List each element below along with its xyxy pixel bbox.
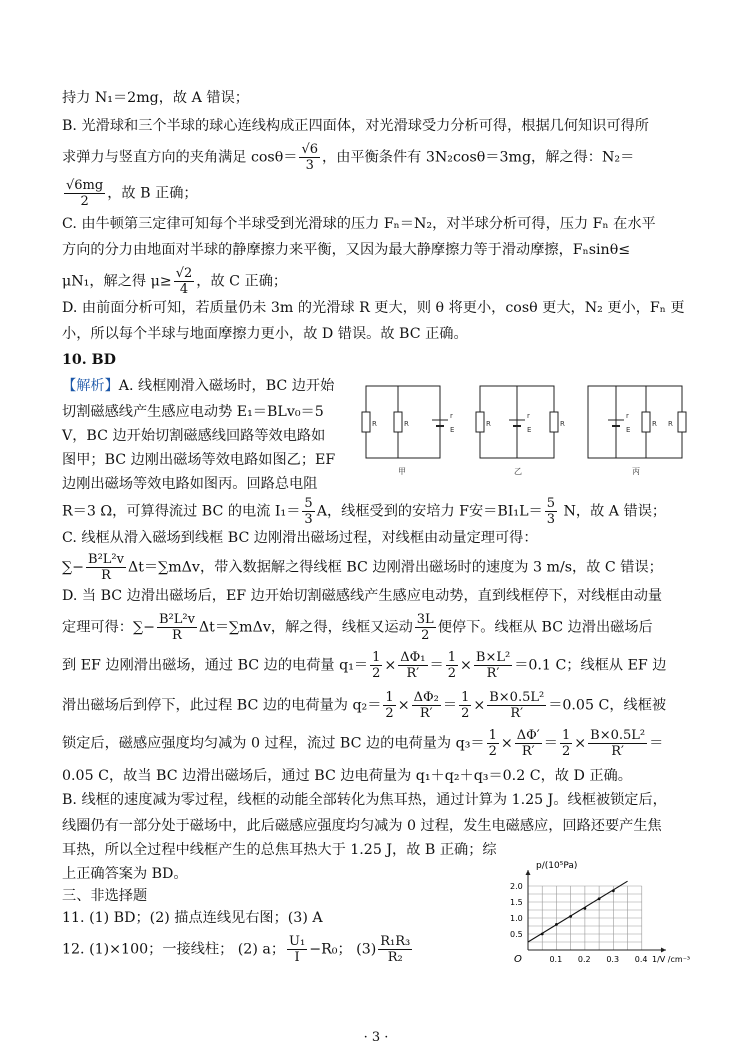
text-span: 锁定后，磁感应强度均匀减为 0 过程，流过 BC 边的电荷量为 q₃＝	[62, 735, 485, 752]
circuit-caption: 乙	[514, 467, 522, 476]
fraction: $\frac{\text{U₁}}{I}$	[289, 934, 306, 965]
section-heading: 三、非选择题	[62, 888, 148, 904]
text-line	[62, 376, 334, 396]
text-span: ∑−	[62, 559, 85, 576]
fraction: $\frac{\text{B×0.5L²}}{R'}$	[590, 728, 646, 759]
data-point	[541, 933, 544, 936]
fraction: $\frac{1}{2}$	[447, 650, 456, 681]
circuit-labels	[372, 412, 673, 476]
fraction: $\frac{√6mg}{2}$	[66, 178, 104, 209]
fraction: $\frac{√6}{3}$	[301, 142, 319, 173]
text-span: 求弹力与竖直方向的夹角满足 cosθ＝	[62, 149, 298, 166]
text-span: −R₀； (3)	[309, 941, 377, 958]
text-span: 定理可得：∑−	[62, 619, 155, 636]
fraction: $\frac{\text{R₁R₃}}{\text{R₂}}$	[380, 934, 411, 965]
text-line: B. 光滑球和三个半球的球心连线构成正四面体，对光滑球受力分析可得，根据几何知识可得所	[62, 118, 649, 134]
text-span: 滑出磁场后到停下，此过程 BC 边的电荷量为 q₂＝	[62, 697, 382, 714]
fraction: $\frac{5}{3}$	[304, 496, 313, 527]
text-line: 小，所以每个半球与地面摩擦力更小，故 D 错误。故 BC 正确。	[62, 326, 468, 342]
y-tick-label: 1.5	[510, 898, 523, 907]
text-span: 到 EF 边刚滑出磁场，通过 BC 边的电荷量 q₁＝	[62, 657, 369, 674]
text-line: 锁定后，磁感应强度均匀减为 0 过程，流过 BC 边的电荷量为 q₃＝ $\frac{1}{2}$ × $\frac{\Delta\Phi'}{R'}$ ＝ $\frac{1}{2}$ × $\frac{\text{B×0.5L²}}{R'}$ ＝	[62, 728, 664, 759]
text-line: 边刚出磁场等效电路如图丙。回路总电阻	[62, 476, 318, 492]
fraction: $\frac{\text{B²L²v}}{R}$	[88, 552, 124, 583]
emf-label: E	[450, 426, 455, 434]
emf-label: E	[626, 426, 631, 434]
x-tick-label: 0.3	[606, 955, 620, 964]
text-span: ，故 B 正确；	[107, 185, 198, 202]
resistor-label: R	[372, 420, 377, 428]
fraction: $\frac{\text{B²L²v}}{R}$	[158, 612, 195, 643]
text-line: 上正确答案为 BD。	[62, 866, 188, 882]
y-tick-label: 2.0	[510, 882, 523, 891]
chart-axes	[526, 870, 667, 953]
text-line: B. 线框的速度减为零过程，线框的动能全部转化为焦耳热，通过计算为 1.25 J。线框被锁定后，	[62, 792, 667, 808]
text-span: 12. (1)×100；一接线柱； (2) a；	[62, 941, 286, 958]
fraction: $\frac{1}{2}$	[385, 690, 394, 721]
fraction: $\frac{1}{2}$	[461, 690, 470, 721]
resistor-label: R	[404, 420, 409, 428]
circuit-caption: 甲	[398, 467, 406, 476]
text-line	[62, 612, 653, 643]
text-span: N，故 A 错误；	[558, 503, 667, 520]
text-line: D. 当 BC 边滑出磁场后，EF 边开始切割磁感线产生感应电动势，直到线框停下，对线框由动量	[62, 588, 663, 604]
text-line: 线圈仍有一部分处于磁场中，此后磁感应强度均匀减为 0 过程，发生电磁感应，回路还要产生焦	[62, 818, 662, 834]
text-line	[62, 552, 663, 583]
fraction: $\frac{\text{ΔΦ₂}}{R'}$	[413, 690, 439, 721]
origin-label: O	[514, 954, 522, 965]
text-line: 耳热，所以全过程中线框产生的总焦耳热大于 1.25 J，故 B 正确；综	[62, 842, 497, 858]
text-span: A，线框受到的安培力 F安＝BI₁L＝	[316, 503, 543, 520]
fraction: $\frac{\Delta\Phi'}{R'}$	[516, 728, 540, 759]
internal-resistance-label: r	[626, 412, 629, 420]
x-tick-label: 0.1	[549, 955, 563, 964]
resistor-label: R	[652, 420, 657, 428]
text-line: 滑出磁场后到停下，此过程 BC 边的电荷量为 q₂＝ $\frac{1}{2}$ × $\frac{\text{ΔΦ₂}}{R'}$ ＝ $\frac{1}{2}$ × $\frac{\text{B×0.5L²}}{R'}$ ＝0.05 C，线框被	[62, 690, 667, 721]
circuit-caption: 丙	[632, 467, 640, 476]
text-span: ，由平衡条件有 3N₂cosθ＝3mg，解之得：N₂＝	[322, 149, 635, 166]
y-axis-arrow	[526, 870, 531, 875]
y-axis-label: p/(10⁵Pa)	[536, 861, 578, 871]
fraction: $\frac{√2}{4}$	[175, 266, 193, 297]
fraction: $\frac{\text{ΔΦ₁}}{R'}$	[400, 650, 426, 681]
fraction: $\frac{\text{B×L²}}{R'}$	[475, 650, 511, 681]
y-tick-label: 0.5	[510, 930, 523, 939]
question-number: 10. BD	[62, 352, 116, 368]
page-number: · 3 ·	[363, 1030, 389, 1045]
data-point	[569, 915, 572, 918]
text-span: ＝0.1 C；线框从 EF 边	[514, 657, 667, 674]
chart-marks	[528, 881, 628, 942]
text-line: 11. (1) BD；(2) 描点连线见右图；(3) A	[62, 910, 323, 926]
x-axis-arrow	[661, 948, 666, 953]
resistor-label: R	[486, 420, 491, 428]
text-span: ＝	[649, 735, 664, 752]
data-point	[612, 889, 615, 892]
text-span: μN₁，解之得 μ≥	[62, 273, 172, 290]
text-line: 图甲；BC 边刚出磁场等效电路如图乙；EF	[62, 452, 336, 468]
text-span: Δt＝∑mΔv，解之得，线框又运动	[198, 619, 413, 636]
text-line: 持力 N₁＝2mg，故 A 错误；	[62, 90, 249, 106]
x-axis-label: 1/V /cm⁻³	[652, 955, 691, 964]
text-line: 到 EF 边刚滑出磁场，通过 BC 边的电荷量 q₁＝ $\frac{1}{2}$ × $\frac{\text{ΔΦ₁}}{R'}$ ＝ $\frac{1}{2}$ × $\frac{\text{B×L²}}{R'}$ ＝0.1 C；线框从 EF 边	[62, 650, 667, 681]
resistor-label: R	[560, 420, 565, 428]
text-line: 切割磁感线产生感应电动势 E₁＝BLv₀＝5	[62, 404, 324, 420]
text-span: 便停下。线框从 BC 边滑出磁场后	[437, 619, 653, 636]
text-span: A. 线框刚滑入磁场时，BC 边开始	[118, 378, 335, 394]
text-line	[62, 934, 414, 965]
analysis-tag: 【解析】	[62, 378, 119, 394]
text-line: C. 由牛顿第三定律可知每个半球受到光滑球的压力 Fₙ＝N₂，对半球分析可得，压力 Fₙ 在水平	[62, 216, 656, 232]
text-span: R＝3 Ω，可算得流过 BC 的电流 I₁＝	[62, 503, 301, 520]
fraction: $\frac{1}{2}$	[561, 728, 571, 759]
x-tick-label: 0.2	[577, 955, 591, 964]
emf-label: E	[527, 426, 532, 434]
text-line: C. 线框从滑入磁场到线框 BC 边刚滑出磁场过程，对线框由动量定理可得：	[62, 530, 538, 546]
text-line	[62, 266, 287, 297]
text-span: ，故 C 正确；	[196, 273, 288, 290]
fraction: $\frac{5}{3}$	[546, 496, 555, 527]
text-line	[62, 178, 198, 209]
text-line: V，BC 边开始切割磁感线回路等效电路如	[62, 428, 326, 444]
chart-grid	[528, 886, 642, 950]
text-line: 方向的分力由地面对半球的静摩擦力来平衡，又因为最大静摩擦力等于滑动摩擦，Fₙsinθ≤	[62, 242, 631, 258]
data-point	[583, 907, 586, 910]
internal-resistance-label: r	[527, 412, 530, 420]
text-line: 0.05 C，故当 BC 边滑出磁场后，通过 BC 边电荷量为 q₁＋q₂＋q₃＝0.2 C，故 D 正确。	[62, 768, 632, 784]
text-line	[62, 496, 666, 527]
text-span: ＝0.05 C，线框被	[548, 697, 667, 714]
fraction: $\frac{3L}{2}$	[416, 612, 434, 643]
y-tick-label: 1.0	[510, 914, 523, 923]
internal-resistance-label: r	[450, 412, 453, 420]
resistor-label: R	[668, 420, 673, 428]
data-point	[598, 897, 601, 900]
x-tick-label: 0.4	[634, 955, 648, 964]
text-span: Δt＝∑mΔv，带入数据解之得线框 BC 边刚滑出磁场时的速度为 3 m/s，故 C 错误；	[127, 559, 663, 576]
circuit-diagrams	[356, 376, 692, 480]
fraction: $\frac{1}{2}$	[372, 650, 381, 681]
text-line	[62, 142, 634, 173]
fraction: $\frac{\text{B×0.5L²}}{R'}$	[489, 690, 545, 721]
text-line: D. 由前面分析可知，若质量仍未 3m 的光滑球 R 更大，则 θ 将更小，cosθ 更大，N₂ 更小，Fₙ 更	[62, 300, 685, 316]
pressure-volume-chart	[502, 858, 702, 976]
data-point	[555, 923, 558, 926]
fraction: $\frac{1}{2}$	[488, 728, 497, 759]
